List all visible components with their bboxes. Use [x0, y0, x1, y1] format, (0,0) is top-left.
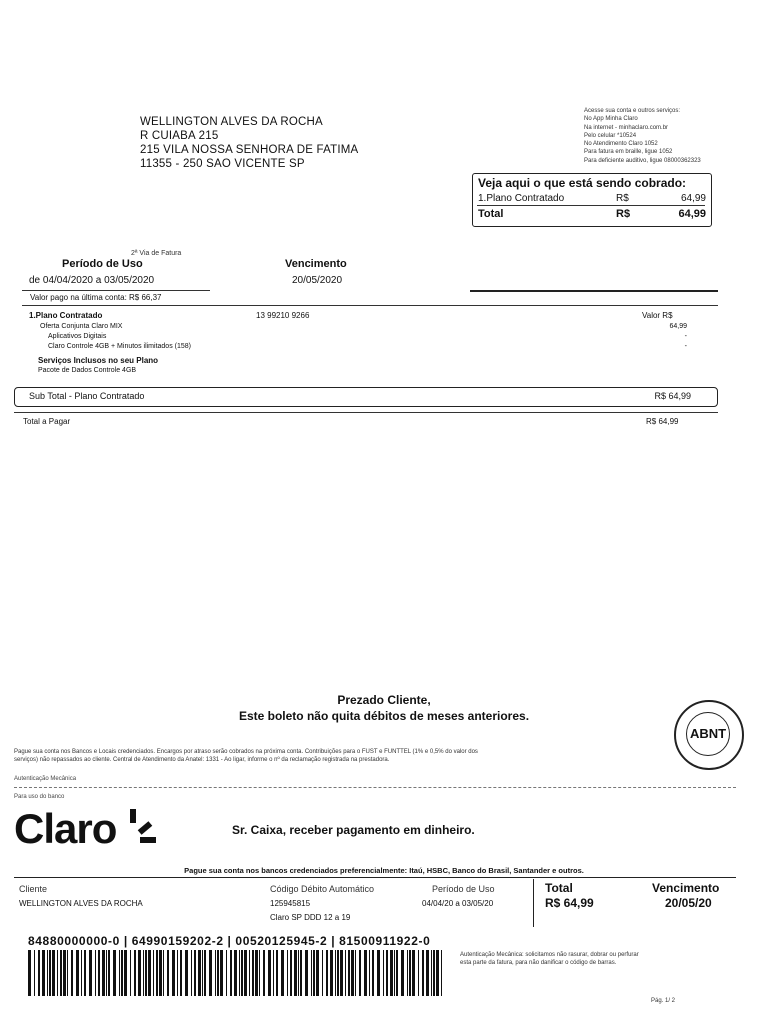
barcode-bar: [119, 950, 120, 996]
barcode-bar: [57, 950, 58, 996]
barcode-bar: [102, 950, 105, 996]
barcode-bar: [311, 950, 312, 996]
barcode-bar: [153, 950, 154, 996]
notice-greeting: Prezado Cliente,: [337, 693, 431, 707]
due-date-value: 20/05/2020: [292, 275, 343, 286]
barcode-bar: [84, 950, 86, 996]
barcode-bar: [355, 950, 356, 996]
barcode-icon: [28, 950, 448, 996]
slip-due-label: Vencimento: [652, 881, 720, 895]
barcode-bar: [185, 950, 188, 996]
subtotal-value: R$ 64,99: [654, 391, 691, 401]
barcode-bar: [67, 950, 68, 996]
barcode-bar: [47, 950, 48, 996]
barcode-bar: [49, 950, 51, 996]
barcode-bar: [138, 950, 141, 996]
barcode-bar: [177, 950, 178, 996]
included-services-label: Serviços Inclusos no seu Plano: [38, 356, 159, 365]
summary-divider: [477, 205, 705, 206]
summary-total-currency: R$: [616, 208, 631, 220]
access-line: Pelo celular *10524: [584, 132, 637, 139]
barcode-bar: [290, 950, 292, 996]
barcode-bar: [52, 950, 55, 996]
period-value: de 04/04/2020 a 03/05/2020: [29, 275, 155, 286]
plan-label: 1.Plano Contratado: [29, 311, 103, 320]
legal-small-print: [14, 748, 714, 764]
value-header: Valor R$: [642, 311, 673, 320]
barcode-bar: [148, 950, 151, 996]
claro-logo-text: Claro: [14, 805, 117, 852]
barcode-bar: [300, 950, 302, 996]
auth-note-line: Autenticação Mecânica: solicitamos não rasurar, dobrar ou perfurar: [460, 952, 639, 958]
barcode-bar: [63, 950, 66, 996]
barcode-bar: [130, 950, 131, 996]
apps-value: -: [684, 333, 687, 340]
total-divider: [14, 412, 718, 413]
section-divider: [22, 305, 718, 306]
barcode-bar: [204, 950, 206, 996]
total-column-divider: [533, 879, 534, 927]
barcode-digits: 84880000000-0 | 64990159202-2 | 00520125945-2 | 81500911922-0: [28, 934, 431, 948]
banks-note: Pague sua conta nos bancos credenciados preferencialmente: Itaú, HSBC, Banco do Brasil, Santander e outros.: [184, 866, 584, 875]
barcode-bar: [281, 950, 284, 996]
barcode-bar: [422, 950, 424, 996]
barcode-bar: [159, 950, 162, 996]
barcode-bar: [407, 950, 408, 996]
barcode-bar: [313, 950, 315, 996]
barcode-bar: [433, 950, 435, 996]
barcode-bar: [268, 950, 271, 996]
barcode-bar: [76, 950, 79, 996]
barcode-bar: [81, 950, 82, 996]
barcode-bar: [234, 950, 237, 996]
slip-period-value: 04/04/20 a 03/05/20: [422, 899, 494, 908]
auth-note-line: esta parte da fatura, para não danificar o código de barras.: [460, 960, 617, 967]
barcode-bar: [156, 950, 158, 996]
access-info: [584, 107, 764, 165]
control-value: -: [684, 343, 687, 350]
slip-due-value: 20/05/20: [665, 896, 712, 910]
barcode-bar: [124, 950, 127, 996]
customer-city: 11355 - 250 SAO VICENTE SP: [140, 158, 305, 170]
barcode-bar: [426, 950, 429, 996]
barcode-bar: [202, 950, 203, 996]
barcode-bar: [359, 950, 361, 996]
access-line: Na internet - minhaclaro.com.br: [584, 124, 669, 131]
summary-total-value: 64,99: [678, 208, 706, 220]
slip-total-value: R$ 64,99: [545, 896, 594, 910]
barcode-bar: [276, 950, 278, 996]
barcode-bar: [98, 950, 100, 996]
charges-summary-box: [472, 173, 712, 227]
barcode-bar: [108, 950, 110, 996]
summary-item-label: 1.Plano Contratado: [478, 193, 565, 204]
barcode-bar: [287, 950, 288, 996]
client-label: Cliente: [19, 884, 48, 894]
summary-item-value: 64,99: [680, 193, 706, 204]
barcode-bar: [345, 950, 346, 996]
period-divider: [22, 290, 210, 291]
barcode-bar: [217, 950, 219, 996]
cut-line: [14, 787, 736, 788]
barcode-bar: [145, 950, 147, 996]
barcode-bar: [401, 950, 404, 996]
slip-period-label: Período de Uso: [432, 884, 495, 894]
barcode-bar: [239, 950, 240, 996]
last-paid-text: Valor pago na última conta: R$ 66,37: [30, 293, 162, 302]
client-value: WELLINGTON ALVES DA ROCHA: [19, 899, 143, 908]
ddd-range: Claro SP DDD 12 a 19: [270, 913, 351, 922]
barcode-bar: [230, 950, 232, 996]
access-line: No App Minha Claro: [584, 116, 638, 123]
barcode-bar: [294, 950, 297, 996]
claro-logo: [14, 805, 116, 853]
barcode-bar: [143, 950, 144, 996]
due-date-label: Vencimento: [285, 258, 347, 270]
barcode-bar: [436, 950, 439, 996]
barcode-bar: [377, 950, 380, 996]
barcode-bar: [163, 950, 164, 996]
barcode-bar: [351, 950, 354, 996]
notice-message: Este boleto não quita débitos de meses anteriores.: [238, 709, 530, 723]
barcode-bar: [38, 950, 40, 996]
cashier-instruction: Sr. Caixa, receber pagamento em dinheiro.: [232, 823, 475, 837]
abnt-seal-text: ABNT: [686, 712, 730, 756]
barcode-bar: [241, 950, 243, 996]
barcode-bar: [259, 950, 260, 996]
barcode-bar: [372, 950, 374, 996]
barcode-bar: [194, 950, 196, 996]
summary-total-label: Total: [478, 208, 504, 220]
barcode-bar: [326, 950, 328, 996]
slip-divider: [14, 877, 736, 878]
barcode-bar: [322, 950, 323, 996]
barcode-bar: [71, 950, 73, 996]
phone-number: 13 99210 9266: [256, 311, 310, 320]
mechanical-auth-label: Autenticação Mecânica: [14, 776, 77, 782]
customer-address: [140, 115, 358, 171]
barcode-bar: [121, 950, 123, 996]
slip-total-label: Total: [545, 881, 573, 895]
barcode-bar: [273, 950, 274, 996]
barcode-bar: [226, 950, 227, 996]
barcode-bar: [383, 950, 384, 996]
barcode-bar: [244, 950, 247, 996]
debit-code-value: 125945815: [270, 899, 311, 908]
barcode-bar: [28, 950, 31, 996]
barcode-bar: [113, 950, 116, 996]
auth-note: [460, 951, 730, 967]
barcode-bar: [42, 950, 45, 996]
barcode-bar: [412, 950, 415, 996]
barcode-bar: [348, 950, 350, 996]
barcode-bar: [390, 950, 393, 996]
barcode-bar: [396, 950, 398, 996]
barcode-bar: [298, 950, 299, 996]
offer-item: Oferta Conjunta Claro MIX: [40, 323, 123, 330]
legal-line: Pague sua conta nos Bancos e Locais credenciados. Encargos por atraso serão cobrados na próxima conta. Contribuições para o FUST e FUNTTEL (1% e 0,5% do valor dos: [14, 749, 478, 755]
access-line: Para deficiente auditivo, ligue 08000362323: [584, 157, 701, 164]
customer-neighborhood: 215 VILA NOSSA SENHORA DE FATIMA: [140, 144, 359, 156]
barcode-bar: [337, 950, 339, 996]
barcode-bar: [34, 950, 35, 996]
barcode-bar: [409, 950, 411, 996]
claro-logo-rays-icon: [118, 809, 174, 849]
barcode-bar: [418, 950, 419, 996]
included-item: Pacote de Dados Controle 4GB: [38, 367, 137, 374]
total-to-pay-label: Total a Pagar: [23, 417, 71, 426]
barcode-bar: [441, 950, 442, 996]
legal-line: serviços) não repassados ao cliente. Central de Atendimento da Anatel: 1331 - Ao ligar, informe o nº da reclamação registrada na prestadora.: [14, 757, 390, 764]
barcode-bar: [369, 950, 370, 996]
barcode-bar: [198, 950, 201, 996]
barcode-bar: [180, 950, 182, 996]
barcode-bar: [431, 950, 432, 996]
barcode-bar: [364, 950, 367, 996]
subtotal-box: [14, 387, 718, 407]
barcode-bar: [95, 950, 96, 996]
barcode-bar: [167, 950, 169, 996]
period-label: Período de Uso: [62, 258, 143, 270]
barcode-bar: [215, 950, 216, 996]
barcode-bar: [191, 950, 192, 996]
barcode-bar: [106, 950, 107, 996]
barcode-bar: [89, 950, 92, 996]
access-line: Para fatura em braille, ligue 1052: [584, 149, 673, 156]
access-line: No Atendimento Claro 1052: [584, 141, 658, 148]
barcode-bar: [134, 950, 136, 996]
barcode-bar: [340, 950, 343, 996]
summary-title: Veja aqui o que está sendo cobrado:: [478, 176, 687, 190]
barcode-bar: [335, 950, 336, 996]
period-divider-right: [470, 290, 718, 292]
debit-code-label: Código Débito Automático: [270, 884, 375, 894]
customer-name: WELLINGTON ALVES DA ROCHA: [140, 116, 323, 128]
barcode-bar: [305, 950, 308, 996]
barcode-bar: [255, 950, 258, 996]
apps-item: Aplicativos Digitais: [48, 333, 107, 340]
customer-street: R CUIABA 215: [140, 130, 219, 142]
barcode-bar: [209, 950, 212, 996]
bank-use-label: Para uso do banco: [14, 794, 65, 800]
barcode-bar: [252, 950, 254, 996]
barcode-bar: [220, 950, 223, 996]
page-indicator: Pág. 1/ 2: [651, 998, 676, 1004]
barcode-bar: [394, 950, 395, 996]
barcode-bar: [330, 950, 333, 996]
barcode-bar: [249, 950, 250, 996]
offer-value: 64,99: [669, 323, 687, 330]
barcode-bar: [386, 950, 388, 996]
second-copy-label: 2ª Via de Fatura: [131, 250, 182, 257]
barcode-bar: [172, 950, 175, 996]
total-to-pay-value: R$ 64,99: [646, 417, 679, 426]
barcode-bar: [316, 950, 319, 996]
subtotal-label: Sub Total - Plano Contratado: [29, 391, 145, 401]
summary-item-currency: R$: [616, 193, 629, 204]
access-title: Acesse sua conta e outros serviços:: [584, 108, 681, 114]
barcode-bar: [60, 950, 62, 996]
control-item: Claro Controle 4GB + Minutos ilimitados (158): [48, 343, 191, 350]
barcode-bar: [263, 950, 265, 996]
